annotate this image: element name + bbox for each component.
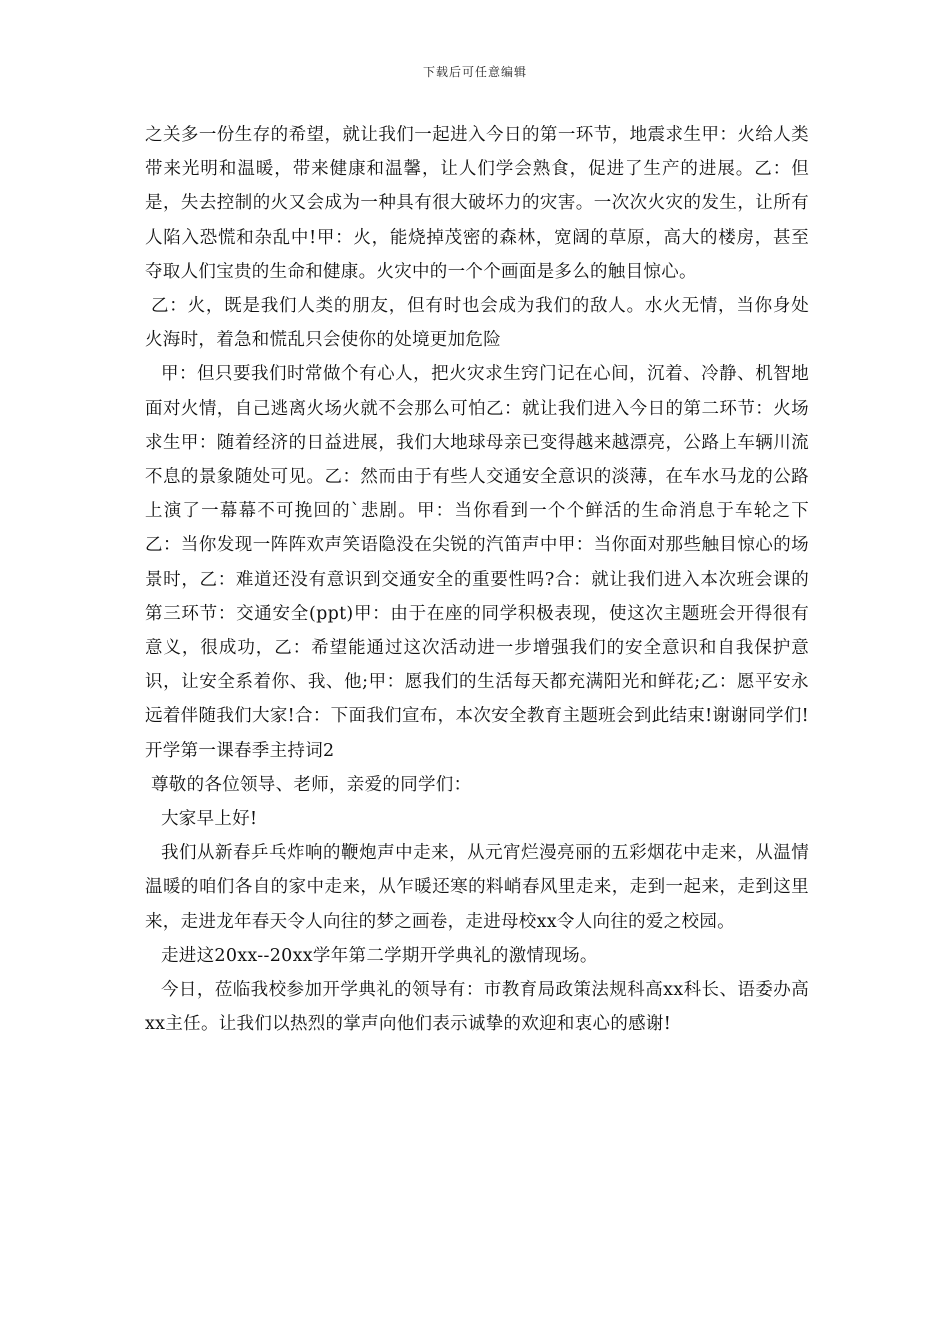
paragraph-3: 甲：但只要我们时常做个有心人，把火灾求生窍门记在心间，沉着、冷静、机智地面对火情，自己逃离火场火就不会那么可怕乙：就让我们进入今日的第二环节：火场求生甲：随着经济的日益进展，我们大地球母亲已变得越来越漂亮，公路上车辆川流不息的景象随处可见。乙：然而由于有些人交通安全意识的淡薄，在车水马龙的公路上演了一幕幕不可挽回的`悲剧。甲：当你看到一个个鲜活的生命消息于车轮之下乙：当你发现一阵阵欢声笑语隐没在尖锐的汽笛声中甲：当你面对那些触目惊心的场景时，乙：难道还没有意识到交通安全的重要性吗?合：就让我们进入本次班会课的第三环节：交通安全(ppt)甲：由于在座的同学积极表现，使这次主题班会开得很有意义，很成功，乙：希望能通过这次活动进一步增强我们的安全意识和自我保护意识，让安全系着你、我、他;甲：愿我们的生活每天都充满阳光和鲜花;乙：愿平安永远着伴随我们大家!合：下面我们宣布，本次安全教育主题班会到此结束!谢谢同学们!开学第一课春季主持词2 [145,364,809,761]
paragraph-8: 今日，莅临我校参加开学典礼的领导有：市教育局政策法规科高xx科长、语委办高xx主任。让我们以热烈的掌声向他们表示诚挚的欢迎和衷心的感谢! [145,980,809,1035]
document-body [145,118,809,1041]
paragraph-5: 大家早上好! [161,809,258,830]
paragraph-7: 走进这20xx--20xx学年第二学期开学典礼的激情现场。 [161,945,598,966]
page-header-note: 下载后可任意编辑 [422,65,527,79]
paragraph-1: 之关多一份生存的希望，就让我们一起进入今日的第一环节，地震求生甲：火给人类带来光明和温暖，带来健康和温馨，让人们学会熟食，促进了生产的进展。乙：但是，失去控制的火又会成为一种具有很大破坏力的灾害。一次次火灾的发生，让所有人陷入恐慌和杂乱中!甲：火，能烧掉茂密的森林，宽阔的草原，高大的楼房，甚至夺取人们宝贵的生命和健康。火灾中的一个个画面是多么的触目惊心。 [145,125,809,282]
paragraph-4: 尊敬的各位领导、老师，亲爱的同学们： [151,774,472,795]
paragraph-6: 我们从新春乒乓炸响的鞭炮声中走来，从元宵烂漫亮丽的五彩烟花中走来，从温情温暖的咱们各自的家中走来，从乍暖还寒的料峭春风里走来，走到一起来，走到这里来，走进龙年春天令人向往的梦之画卷，走进母校xx令人向往的爱之校园。 [145,843,809,932]
paragraph-2: 乙：火，既是我们人类的朋友，但有时也会成为我们的敌人。水火无情，当你身处火海时，着急和慌乱只会使你的处境更加危险 [145,296,809,351]
